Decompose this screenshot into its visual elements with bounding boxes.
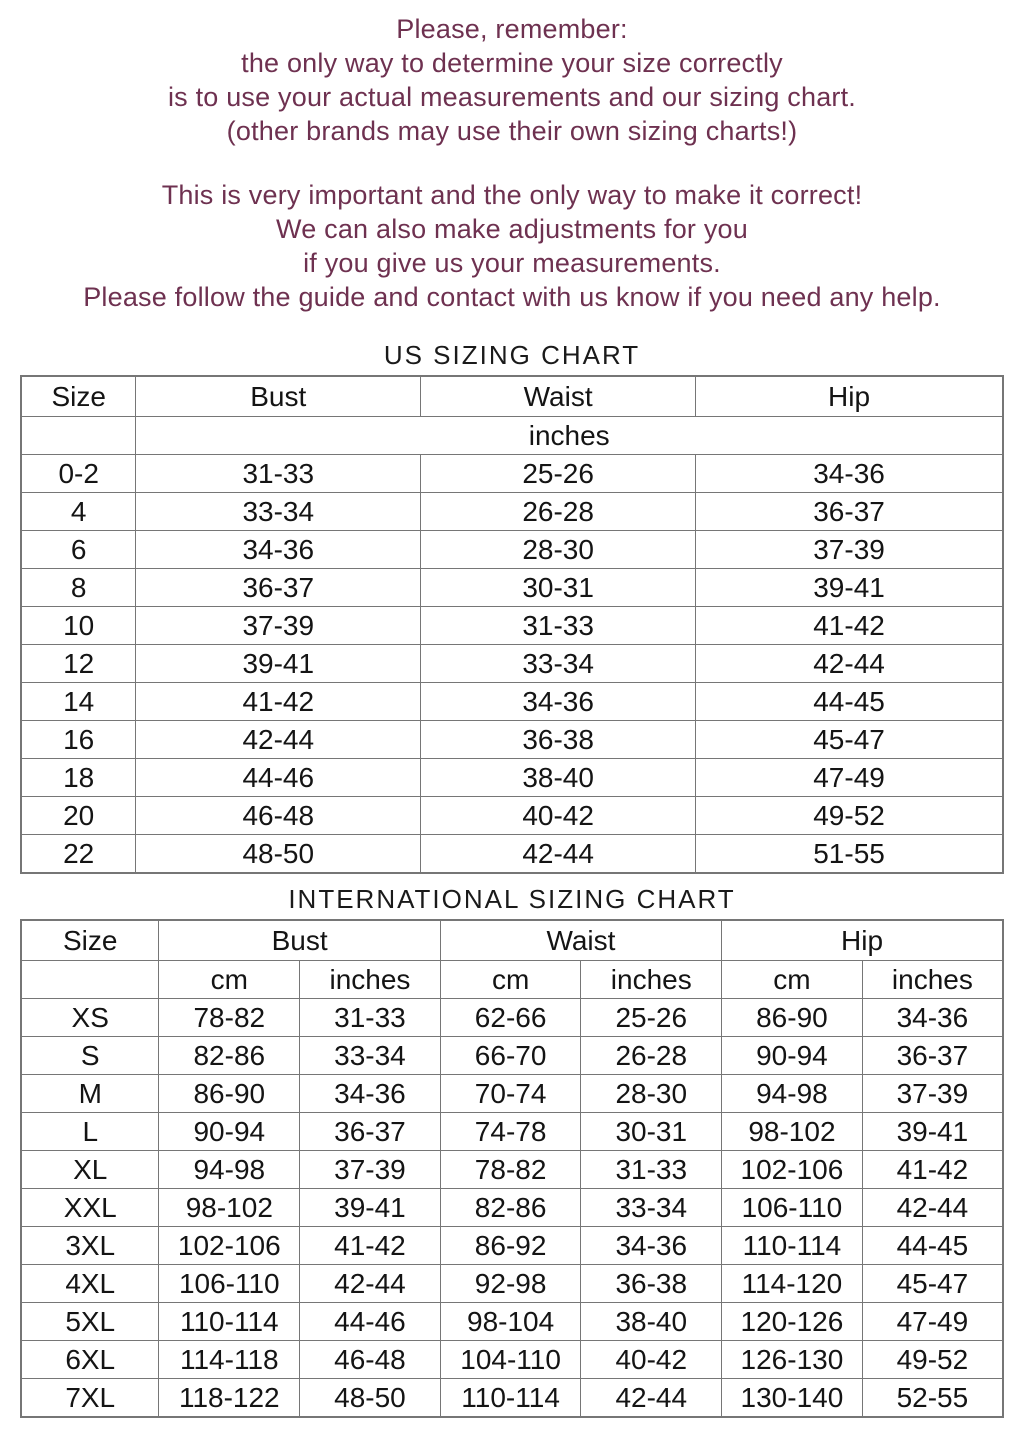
- table-cell: 42-44: [696, 645, 1003, 683]
- table-cell: 98-104: [440, 1303, 581, 1341]
- table-cell: 44-46: [136, 759, 421, 797]
- intro-line: (other brands may use their own sizing charts!): [226, 116, 798, 146]
- us-col-header-bust: Bust: [136, 376, 421, 417]
- intl-unit-waist-cm: cm: [440, 961, 581, 999]
- table-row: [21, 455, 1003, 493]
- table-cell: 39-41: [136, 645, 421, 683]
- table-cell: 36-37: [300, 1113, 441, 1151]
- table-cell: 4: [21, 493, 136, 531]
- table-cell: 44-45: [696, 683, 1003, 721]
- table-cell: XS: [21, 999, 159, 1037]
- intro-line: is to use your actual measurements and our sizing chart.: [167, 82, 857, 112]
- table-cell: 114-118: [159, 1341, 300, 1379]
- us-table-header-row: [21, 376, 1003, 417]
- table-cell: 90-94: [722, 1037, 863, 1075]
- table-cell: 42-44: [136, 721, 421, 759]
- table-cell: 47-49: [862, 1303, 1003, 1341]
- table-cell: 45-47: [862, 1265, 1003, 1303]
- table-cell: 102-106: [722, 1151, 863, 1189]
- table-cell: 26-28: [421, 493, 696, 531]
- table-cell: 45-47: [696, 721, 1003, 759]
- table-cell: 78-82: [159, 999, 300, 1037]
- table-row: [21, 607, 1003, 645]
- table-cell: 126-130: [722, 1341, 863, 1379]
- table-cell: 31-33: [421, 607, 696, 645]
- intl-table-header-row: [21, 920, 1003, 961]
- intl-unit-bust-cm: cm: [159, 961, 300, 999]
- table-cell: 106-110: [159, 1265, 300, 1303]
- table-row: [21, 1341, 1003, 1379]
- table-cell: M: [21, 1075, 159, 1113]
- table-cell: 42-44: [581, 1379, 722, 1418]
- table-cell: 82-86: [440, 1189, 581, 1227]
- table-cell: 110-114: [440, 1379, 581, 1418]
- table-cell: 110-114: [159, 1303, 300, 1341]
- table-cell: 74-78: [440, 1113, 581, 1151]
- table-cell: 0-2: [21, 455, 136, 493]
- table-cell: 42-44: [300, 1265, 441, 1303]
- table-cell: 34-36: [696, 455, 1003, 493]
- intl-chart-title: INTERNATIONAL SIZING CHART: [288, 884, 736, 914]
- table-cell: 40-42: [581, 1341, 722, 1379]
- table-cell: 31-33: [581, 1151, 722, 1189]
- table-row: [21, 1265, 1003, 1303]
- table-cell: 114-120: [722, 1265, 863, 1303]
- table-row: [21, 1075, 1003, 1113]
- table-cell: 37-39: [862, 1075, 1003, 1113]
- table-cell: 86-92: [440, 1227, 581, 1265]
- table-cell: 33-34: [300, 1037, 441, 1075]
- table-row: [21, 797, 1003, 835]
- table-cell: 34-36: [300, 1075, 441, 1113]
- table-cell: XXL: [21, 1189, 159, 1227]
- table-cell: 44-45: [862, 1227, 1003, 1265]
- table-cell: 12: [21, 645, 136, 683]
- table-cell: 26-28: [581, 1037, 722, 1075]
- table-cell: 98-102: [159, 1189, 300, 1227]
- intl-col-header-bust: Bust: [159, 920, 440, 961]
- table-cell: 39-41: [300, 1189, 441, 1227]
- intro-line: if you give us your measurements.: [303, 248, 721, 278]
- table-cell: 38-40: [581, 1303, 722, 1341]
- table-cell: 90-94: [159, 1113, 300, 1151]
- us-chart-title: US SIZING CHART: [383, 340, 641, 370]
- table-cell: 46-48: [136, 797, 421, 835]
- table-cell: 44-46: [300, 1303, 441, 1341]
- table-cell: XL: [21, 1151, 159, 1189]
- table-cell: 8: [21, 569, 136, 607]
- table-cell: 42-44: [862, 1189, 1003, 1227]
- table-row: [21, 569, 1003, 607]
- table-row: [21, 1227, 1003, 1265]
- table-cell: 7XL: [21, 1379, 159, 1418]
- intl-col-header-waist: Waist: [440, 920, 721, 961]
- intl-table-body: [21, 999, 1003, 1418]
- intro-line: Please follow the guide and contact with us know if you need any help.: [83, 282, 941, 312]
- intl-unit-hip-cm: cm: [722, 961, 863, 999]
- table-cell: 46-48: [300, 1341, 441, 1379]
- table-cell: 34-36: [136, 531, 421, 569]
- table-cell: 33-34: [421, 645, 696, 683]
- table-cell: 3XL: [21, 1227, 159, 1265]
- table-cell: 16: [21, 721, 136, 759]
- table-cell: 41-42: [136, 683, 421, 721]
- table-cell: 34-36: [862, 999, 1003, 1037]
- table-row: [21, 835, 1003, 874]
- intro-text: [0, 0, 1024, 314]
- table-cell: 82-86: [159, 1037, 300, 1075]
- table-cell: 49-52: [862, 1341, 1003, 1379]
- table-row: [21, 1379, 1003, 1418]
- table-cell: 30-31: [581, 1113, 722, 1151]
- table-cell: 39-41: [862, 1113, 1003, 1151]
- table-cell: 31-33: [300, 999, 441, 1037]
- intro-line: the only way to determine your size correctly: [241, 48, 783, 78]
- us-col-header-hip: Hip: [696, 376, 1003, 417]
- table-cell: 10: [21, 607, 136, 645]
- table-cell: 30-31: [421, 569, 696, 607]
- table-cell: 41-42: [300, 1227, 441, 1265]
- table-cell: 22: [21, 835, 136, 874]
- us-unit-label: inches: [136, 417, 1003, 455]
- table-cell: 37-39: [136, 607, 421, 645]
- intl-sizing-table: [20, 919, 1004, 1418]
- intl-unit-bust-inches: inches: [300, 961, 441, 999]
- table-cell: 41-42: [862, 1151, 1003, 1189]
- table-cell: 106-110: [722, 1189, 863, 1227]
- table-cell: 36-37: [862, 1037, 1003, 1075]
- table-cell: 78-82: [440, 1151, 581, 1189]
- table-cell: 6: [21, 531, 136, 569]
- table-row: [21, 1303, 1003, 1341]
- table-cell: 70-74: [440, 1075, 581, 1113]
- table-row: [21, 493, 1003, 531]
- intro-line: Please, remember:: [396, 14, 628, 44]
- table-row: [21, 1037, 1003, 1075]
- table-cell: 51-55: [696, 835, 1003, 874]
- intl-unit-waist-inches: inches: [581, 961, 722, 999]
- table-row: [21, 645, 1003, 683]
- table-row: [21, 1189, 1003, 1227]
- table-cell: 98-102: [722, 1113, 863, 1151]
- table-cell: 36-37: [136, 569, 421, 607]
- table-cell: 102-106: [159, 1227, 300, 1265]
- table-row: [21, 683, 1003, 721]
- table-cell: 20: [21, 797, 136, 835]
- table-cell: 40-42: [421, 797, 696, 835]
- table-cell: 34-36: [581, 1227, 722, 1265]
- table-cell: 86-90: [722, 999, 863, 1037]
- table-cell: 33-34: [581, 1189, 722, 1227]
- intl-unit-empty-cell: [21, 961, 159, 999]
- us-table-body: [21, 455, 1003, 874]
- intro-paragraph-1: [0, 12, 1024, 148]
- table-cell: 37-39: [696, 531, 1003, 569]
- table-cell: 48-50: [300, 1379, 441, 1418]
- table-cell: 110-114: [722, 1227, 863, 1265]
- table-cell: 118-122: [159, 1379, 300, 1418]
- table-cell: 36-38: [581, 1265, 722, 1303]
- us-unit-empty-cell: [21, 417, 136, 455]
- table-cell: 94-98: [722, 1075, 863, 1113]
- table-cell: L: [21, 1113, 159, 1151]
- intro-paragraph-2: [0, 178, 1024, 314]
- table-cell: 120-126: [722, 1303, 863, 1341]
- table-cell: 130-140: [722, 1379, 863, 1418]
- table-cell: 47-49: [696, 759, 1003, 797]
- table-cell: 18: [21, 759, 136, 797]
- table-cell: 48-50: [136, 835, 421, 874]
- intro-line: This is very important and the only way to make it correct!: [161, 180, 863, 210]
- table-cell: 38-40: [421, 759, 696, 797]
- table-cell: 52-55: [862, 1379, 1003, 1418]
- table-cell: 66-70: [440, 1037, 581, 1075]
- table-cell: 5XL: [21, 1303, 159, 1341]
- table-cell: 33-34: [136, 493, 421, 531]
- intl-col-header-hip: Hip: [722, 920, 1003, 961]
- table-cell: 25-26: [421, 455, 696, 493]
- intl-table-unit-row: [21, 961, 1003, 999]
- table-row: [21, 999, 1003, 1037]
- table-cell: 28-30: [421, 531, 696, 569]
- intl-unit-hip-inches: inches: [862, 961, 1003, 999]
- us-sizing-table: [20, 375, 1004, 874]
- table-cell: 36-37: [696, 493, 1003, 531]
- table-row: [21, 1113, 1003, 1151]
- table-cell: 36-38: [421, 721, 696, 759]
- table-cell: 14: [21, 683, 136, 721]
- table-cell: 86-90: [159, 1075, 300, 1113]
- table-cell: S: [21, 1037, 159, 1075]
- table-cell: 94-98: [159, 1151, 300, 1189]
- table-cell: 41-42: [696, 607, 1003, 645]
- table-cell: 42-44: [421, 835, 696, 874]
- table-cell: 92-98: [440, 1265, 581, 1303]
- table-cell: 4XL: [21, 1265, 159, 1303]
- us-table-unit-row: [21, 417, 1003, 455]
- table-cell: 31-33: [136, 455, 421, 493]
- table-row: [21, 1151, 1003, 1189]
- table-row: [21, 721, 1003, 759]
- table-cell: 28-30: [581, 1075, 722, 1113]
- table-cell: 62-66: [440, 999, 581, 1037]
- table-row: [21, 759, 1003, 797]
- table-cell: 6XL: [21, 1341, 159, 1379]
- table-cell: 37-39: [300, 1151, 441, 1189]
- table-cell: 104-110: [440, 1341, 581, 1379]
- table-cell: 49-52: [696, 797, 1003, 835]
- us-col-header-waist: Waist: [421, 376, 696, 417]
- table-cell: 25-26: [581, 999, 722, 1037]
- table-row: [21, 531, 1003, 569]
- table-cell: 39-41: [696, 569, 1003, 607]
- us-col-header-size: Size: [21, 376, 136, 417]
- intl-col-header-size: Size: [21, 920, 159, 961]
- table-cell: 34-36: [421, 683, 696, 721]
- intro-line: We can also make adjustments for you: [276, 214, 748, 244]
